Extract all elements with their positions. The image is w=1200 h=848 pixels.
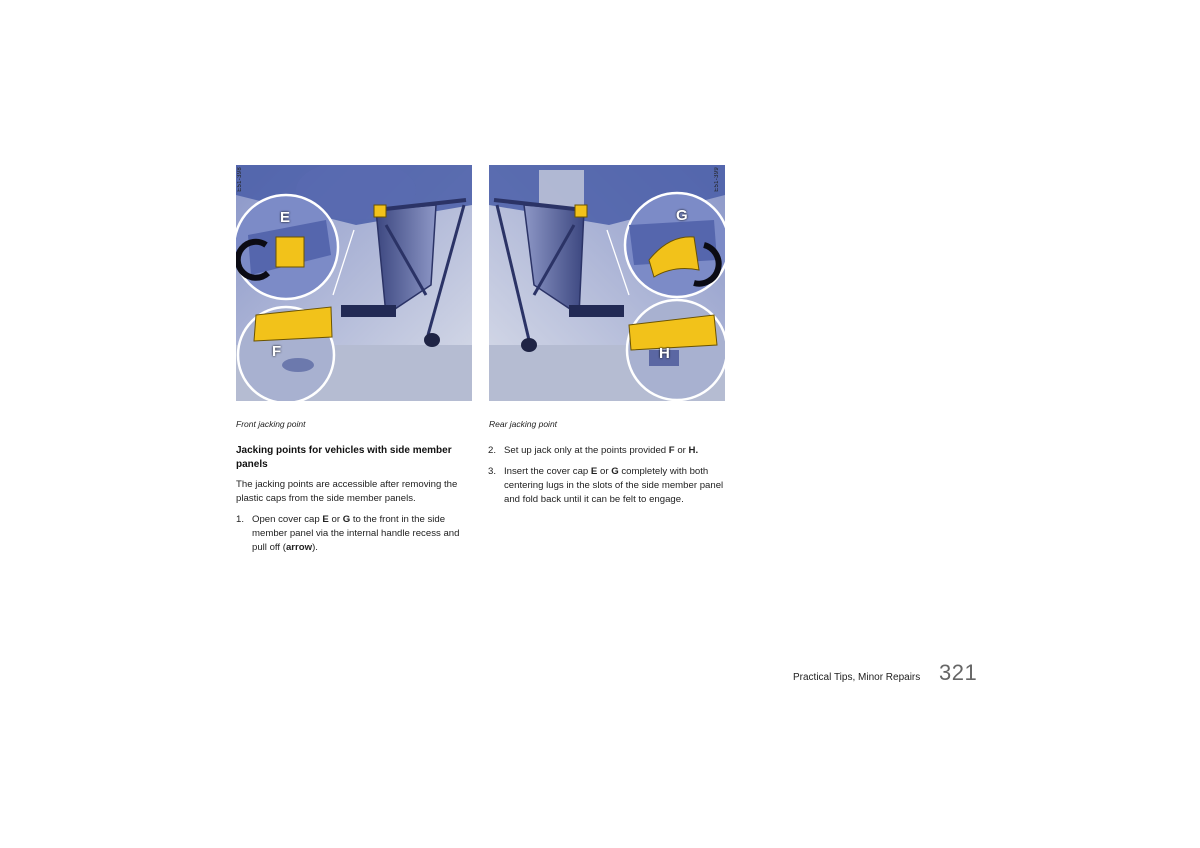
rear-jacking-point-figure: [489, 165, 725, 401]
page-number: 321: [939, 660, 978, 685]
intro-paragraph: The jacking points are accessible after removing the plastic caps from the side member panels.: [236, 479, 458, 505]
callout-label-g: G: [676, 207, 688, 224]
step-number: 2.: [488, 445, 497, 456]
step-item: [488, 465, 728, 508]
step-number: 1.: [236, 514, 245, 525]
figure-caption-rear: Rear jacking point: [489, 419, 558, 429]
figure-code: E51-398: [237, 167, 243, 192]
step-text: Insert the cover cap E or G completely with both centering lugs in the slots of the side member panel and fold back until it can be felt to engage.: [504, 466, 724, 506]
callout-label-e: E: [280, 209, 291, 226]
figure-code: E51-399: [714, 167, 720, 192]
figure-caption-front: Front jacking point: [236, 419, 306, 429]
front-jacking-point-figure: [236, 165, 472, 401]
step-text: Set up jack only at the points provided F or H.: [504, 445, 699, 456]
rear-jacking-illustration: [489, 165, 725, 401]
callout-label-f: F: [272, 343, 282, 360]
step-item: [236, 513, 476, 556]
step-number: 3.: [488, 466, 497, 477]
step-text: Open cover cap E or G to the front in the side member panel via the internal handle recess and pull off (arrow).: [252, 514, 460, 554]
footer-section-title: Practical Tips, Minor Repairs: [793, 672, 921, 683]
callout-label-h: H: [659, 345, 670, 362]
step-item: [488, 444, 728, 458]
front-jacking-illustration: [236, 165, 472, 401]
section-heading: Jacking points for vehicles with side member panels: [236, 445, 452, 470]
